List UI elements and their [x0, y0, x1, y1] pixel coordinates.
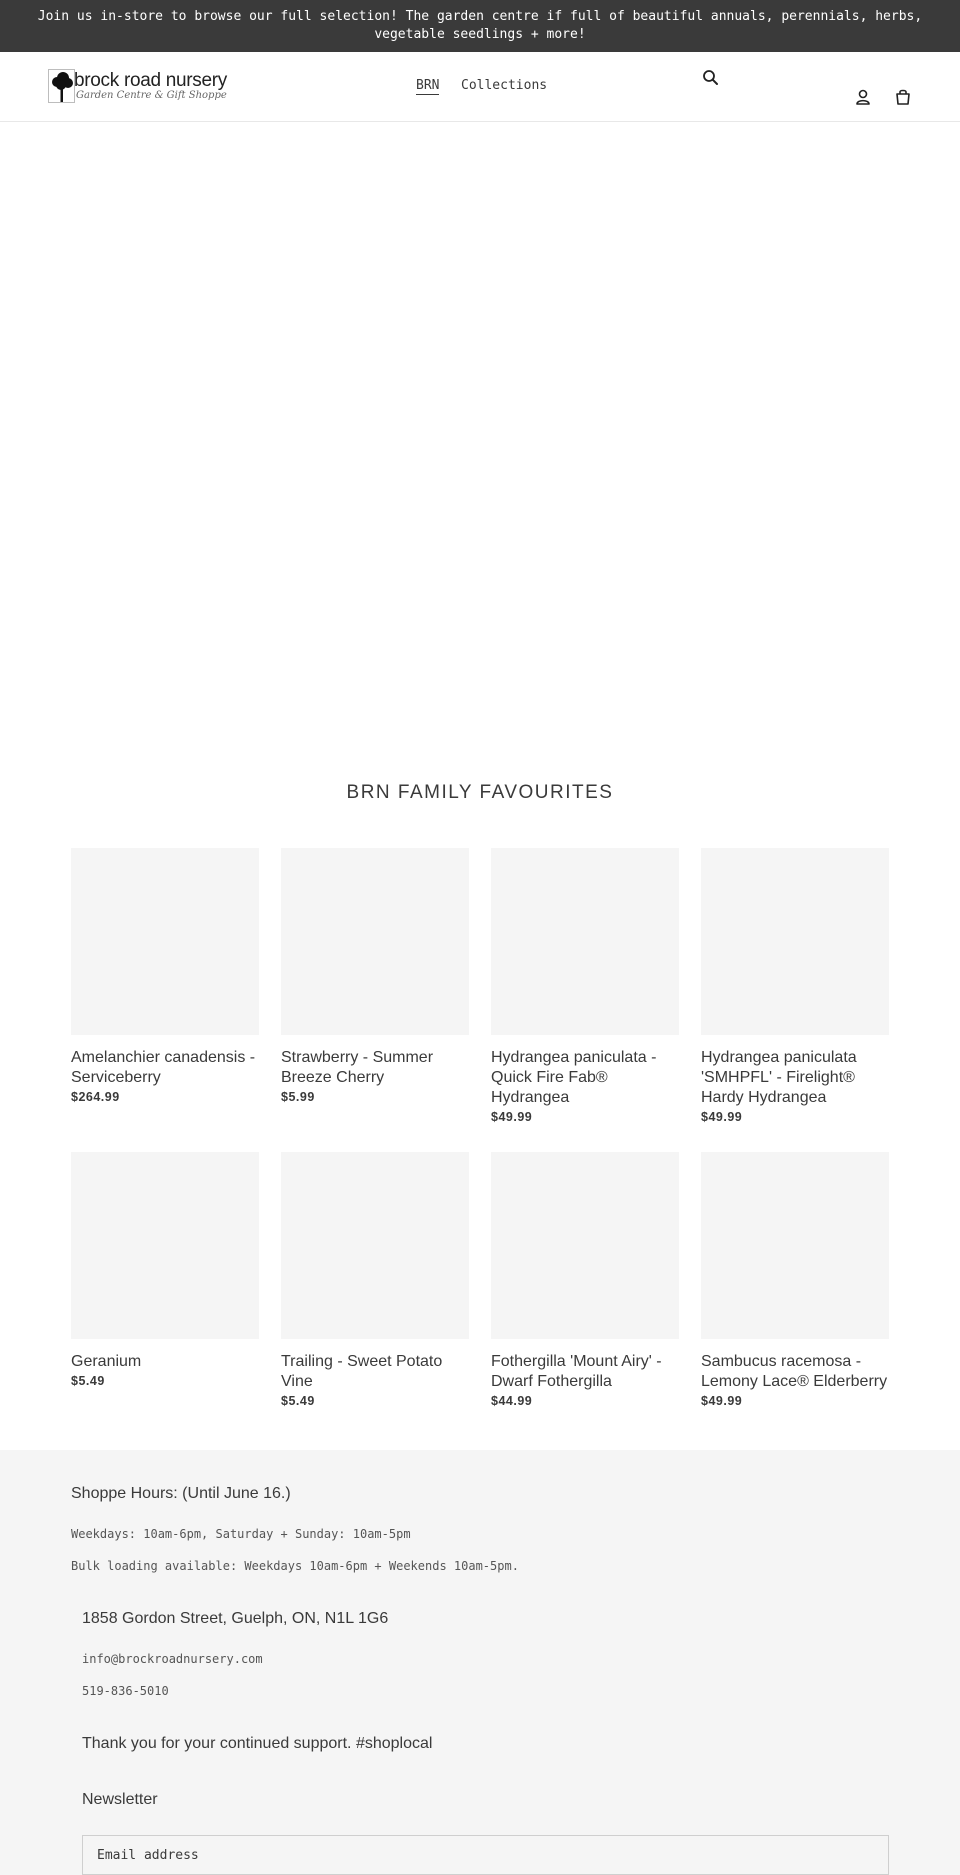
search-icon	[701, 68, 721, 88]
announcement-line-2: vegetable seedlings + more!	[374, 27, 586, 42]
product-card[interactable]	[491, 1152, 679, 1408]
newsletter-email-input[interactable]	[83, 1836, 888, 1874]
product-title[interactable]: Hydrangea paniculata - Quick Fire Fab® Hydrangea	[491, 1049, 657, 1106]
product-price: $5.49	[281, 1394, 315, 1408]
product-title[interactable]: Hydrangea paniculata 'SMHPFL' - Firelight® Hardy Hydrangea	[701, 1049, 857, 1106]
logo-name: brock road nursery	[74, 70, 228, 91]
product-image[interactable]	[491, 848, 679, 1035]
cart-button[interactable]	[893, 87, 913, 107]
product-card[interactable]	[491, 848, 679, 1124]
product-card[interactable]	[701, 848, 889, 1124]
product-card[interactable]	[281, 1152, 469, 1408]
product-price: $49.99	[701, 1110, 743, 1124]
search-button[interactable]	[701, 68, 721, 88]
hours-heading: Shoppe Hours: (Until June 16.)	[71, 1485, 291, 1502]
thanks-message: Thank you for your continued support. #shoplocal	[82, 1735, 433, 1752]
product-title[interactable]: Amelanchier canadensis - Serviceberry	[71, 1049, 256, 1086]
product-card[interactable]	[71, 848, 259, 1104]
product-image[interactable]	[281, 1152, 469, 1339]
account-icon	[853, 87, 873, 107]
site-footer	[0, 1450, 960, 1875]
newsletter-email-field[interactable]	[82, 1835, 889, 1875]
email-link[interactable]: info@brockroadnursery.com	[82, 1652, 263, 1666]
product-image[interactable]	[281, 848, 469, 1035]
product-card[interactable]	[281, 848, 469, 1104]
product-image[interactable]	[71, 848, 259, 1035]
product-price: $49.99	[701, 1394, 743, 1408]
product-price: $5.49	[71, 1374, 105, 1388]
nav-link-collections[interactable]: Collections	[461, 78, 548, 93]
product-title[interactable]: Fothergilla 'Mount Airy' - Dwarf Fothergilla	[491, 1353, 662, 1390]
product-card[interactable]	[71, 1152, 259, 1388]
site-header	[0, 52, 960, 122]
product-image[interactable]	[701, 848, 889, 1035]
product-image[interactable]	[701, 1152, 889, 1339]
product-title[interactable]: Trailing - Sweet Potato Vine	[281, 1353, 443, 1390]
hours-line: Weekdays: 10am-6pm, Saturday + Sunday: 10am-5pm	[71, 1527, 411, 1541]
product-price: $44.99	[491, 1394, 533, 1408]
bulk-loading-line: Bulk loading available: Weekdays 10am-6pm + Weekends 10am-5pm.	[71, 1559, 519, 1573]
product-title[interactable]: Strawberry - Summer Breeze Cherry	[281, 1049, 434, 1086]
tree-icon	[49, 70, 75, 103]
product-title[interactable]: Geranium	[71, 1353, 142, 1370]
address-heading: 1858 Gordon Street, Guelph, ON, N1L 1G6	[82, 1610, 389, 1627]
product-image[interactable]	[71, 1152, 259, 1339]
product-card[interactable]	[701, 1152, 889, 1408]
product-price: $264.99	[71, 1090, 120, 1104]
announcement-line-1: Join us in-store to browse our full selection! The garden centre if full of beautiful annuals, perennials, herbs,	[37, 9, 923, 24]
announcement-bar	[0, 0, 960, 52]
cart-icon	[893, 87, 913, 107]
newsletter-heading: Newsletter	[82, 1791, 158, 1808]
product-image[interactable]	[491, 1152, 679, 1339]
logo-tagline: Garden Centre & Gift Shoppe	[76, 90, 227, 101]
product-title[interactable]: Sambucus racemosa - Lemony Lace® Elderberry	[701, 1353, 888, 1390]
phone-link[interactable]: 519-836-5010	[82, 1684, 169, 1698]
product-price: $49.99	[491, 1110, 533, 1124]
hero-banner	[0, 123, 960, 743]
account-button[interactable]	[853, 87, 873, 107]
section-title: BRN FAMILY FAVOURITES	[346, 782, 614, 803]
logo[interactable]	[48, 69, 228, 105]
product-price: $5.99	[281, 1090, 315, 1104]
nav-link-brn[interactable]: BRN	[416, 78, 440, 93]
